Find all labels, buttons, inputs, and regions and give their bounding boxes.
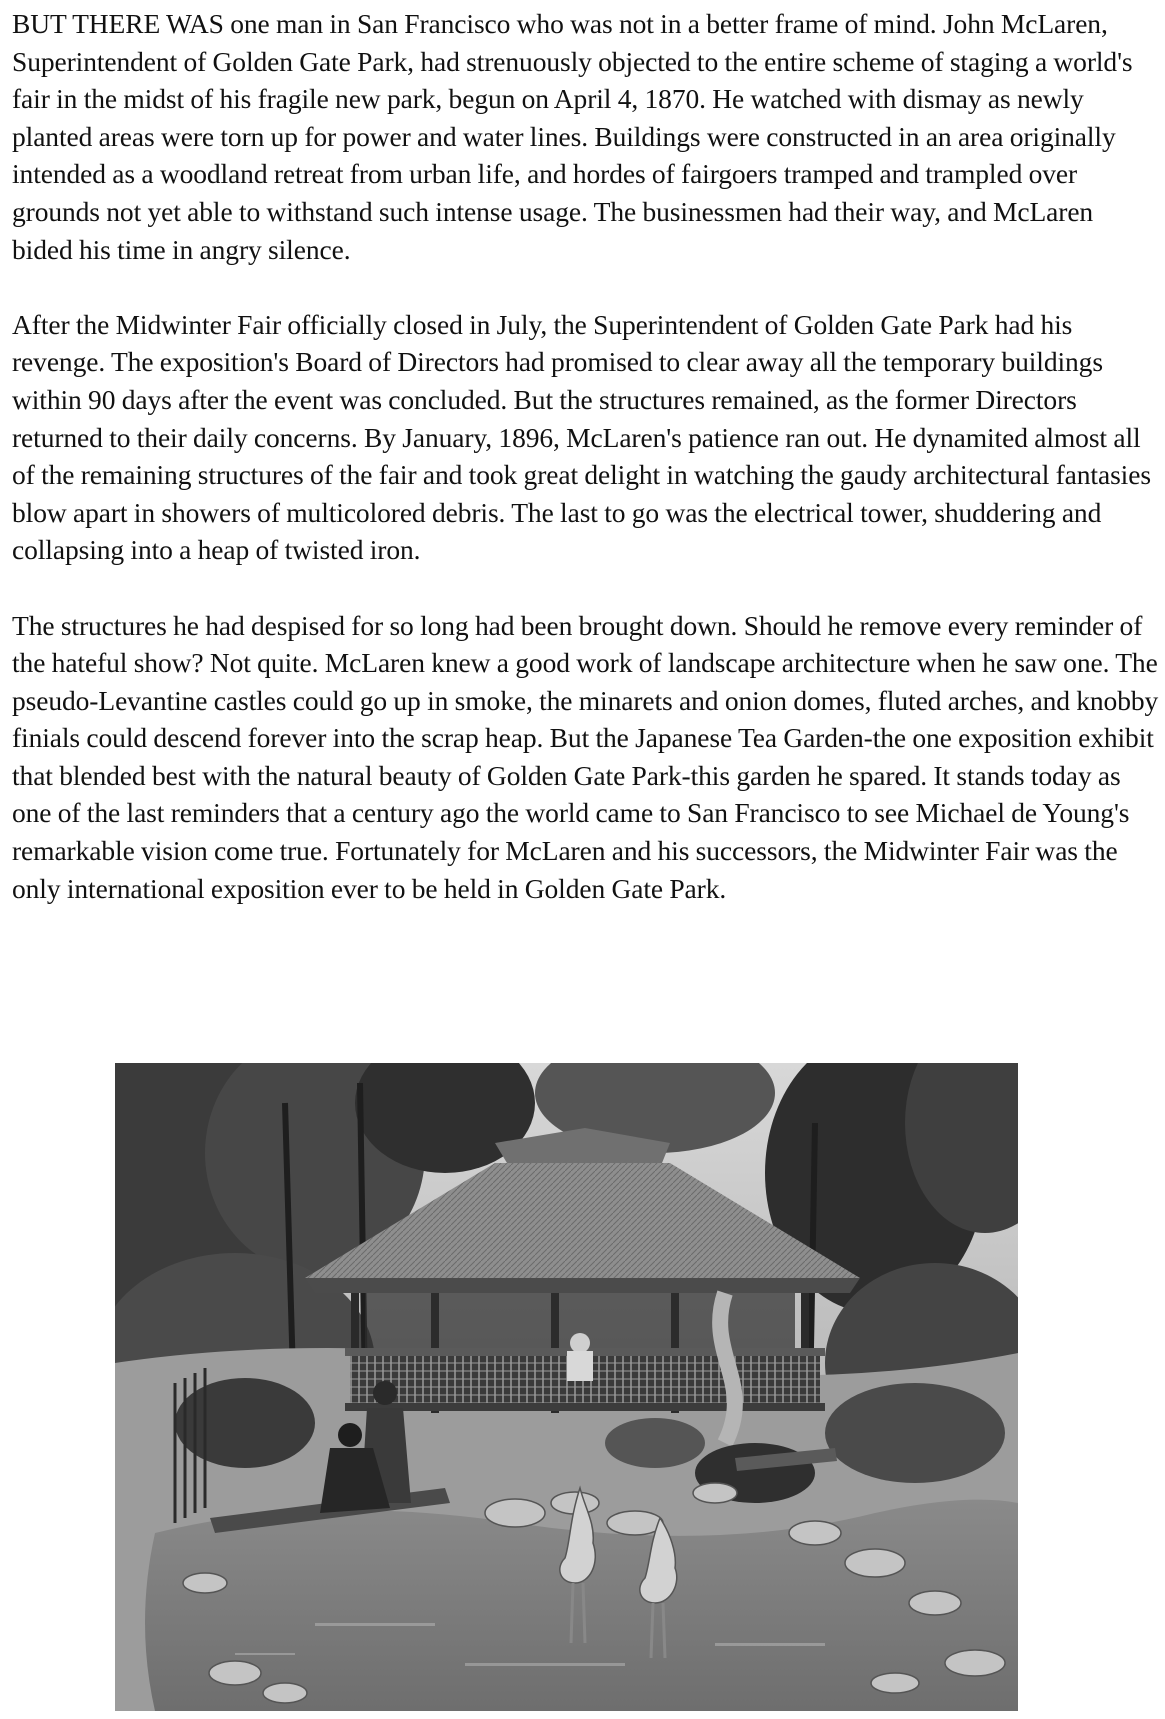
person-in-pavilion xyxy=(567,1333,593,1381)
tea-garden-photo-illustration xyxy=(115,1063,1018,1711)
japanese-tea-garden-photo xyxy=(115,1063,1018,1711)
article-body xyxy=(12,0,1160,907)
paragraph-revenge: After the Midwinter Fair officially closed in July, the Superintendent of Golden Gate Park had his revenge. The exposition's Board of Directors had promised to clear away all the temporary buildings within 90 days after the event was concluded. But the structures remained, as the former Directors returned to their daily concerns. By January, 1896, McLaren's patience ran out. He dynamited almost all of the remaining structures of the fair and took great delight in watching the gaudy architectural fantasies blow apart in showers of multicolored debris. The last to go was the electrical tower, shuddering and collapsing into a heap of twisted iron. xyxy=(12,308,1151,566)
paragraph-tea-garden-spared: The structures he had despised for so long had been brought down. Should he remove every reminder of the hateful show? Not quite. McLaren knew a good work of landscape architecture when he saw one. The pseudo-Levantine castles could go up in smoke, the minarets and onion domes, fluted arches, and knobby finials could descend forever into the scrap heap. But the Japanese Tea Garden-the one exposition exhibit that blended best with the natural beauty of Golden Gate Park-this garden he spared. It stands today as one of the last reminders that a century ago the world came to San Francisco to see Michael de Young's remarkable vision come true. Fortunately for McLaren and his successors, the Midwinter Fair was the only international exposition ever to be held in Golden Gate Park. xyxy=(12,609,1159,904)
paragraph-mclaren-objection: BUT THERE WAS one man in San Francisco who was not in a better frame of mind. John McLaren, Superintendent of Golden Gate Park, had strenuously objected to the entire scheme of staging a world's fair in the midst of his fragile new park, begun on April 4, 1870. He watched with dismay as newly planted areas were torn up for power and water lines. Buildings were constructed in an area originally intended as a woodland retreat from urban life, and hordes of fairgoers tramped and trampled over grounds not yet able to withstand such intense usage. The businessmen had their way, and McLaren bided his time in angry silence. xyxy=(12,8,1133,265)
